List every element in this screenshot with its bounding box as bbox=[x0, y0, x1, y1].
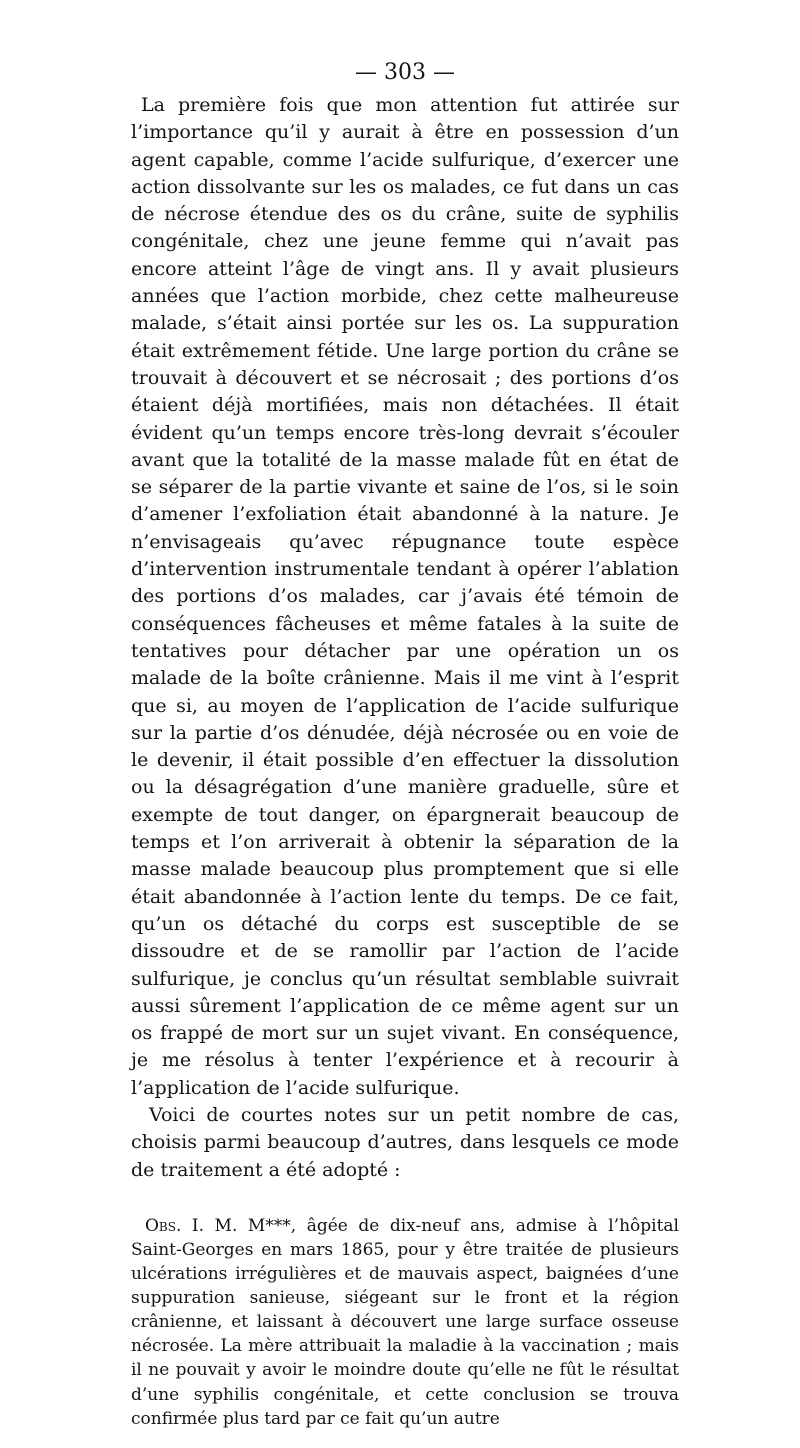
observation-label: Obs. I. bbox=[145, 1215, 205, 1236]
observation-paragraph bbox=[131, 1214, 679, 1431]
paragraph-acid-history: La première fois que mon attention fut attirée sur l’importance qu’il y aurait à être en possession d’un agent capable, comme l’acide sulfurique, d’exercer une action dissolvante sur les os malades, ce fut dans un cas de nécrose étendue des os du crâne, suite de syphilis congénitale, chez une jeune femme qui n’avait pas encore atteint l’âge de vingt ans. Il y avait plusieurs années que l’action morbide, chez cette malheureuse malade, s’était ainsi portée sur les os. La suppuration était extrêmement fétide. Une large portion du crâne se trouvait à découvert et se nécrosait ; des portions d’os étaient déjà mortifiées, mais non détachées. Il était évident qu’un temps encore très-long devrait s’écouler avant que la totalité de la masse malade fût en état de se séparer de la partie vivante et saine de l’os, si le soin d’amener l’exfoliation était abandonné à la nature. Je n’envisageais qu’avec répugnance toute espèce d’intervention instrumentale tendant à opérer l’ablation des portions d’os malades, car j’avais été témoin de conséquences fâcheuses et même fatales à la suite de tentatives pour détacher par une opération un os malade de la boîte crânienne. Mais il me vint à l’esprit que si, au moyen de l’application de l’acide sulfurique sur la partie d’os dénudée, déjà nécrosée ou en voie de le devenir, il était possible d’en effectuer la dissolution ou la désagrégation d’une manière graduelle, sûre et exempte de tout danger, on épargnerait beaucoup de temps et l’on arriverait à obtenir la séparation de la masse malade beaucoup plus promptement que si elle était abandonnée à l’action lente du temps. De ce fait, qu’un os détaché du corps est susceptible de se dissoudre et de se ramollir par l’action de l’acide sulfurique, je conclus qu’un résultat semblable suivrait aussi sûrement l’application de ce même agent sur un os frappé de mort sur un sujet vivant. En conséquence, je me résolus à tenter l’expérience et à recourir à l’application de l’acide sulfurique. bbox=[131, 94, 679, 1099]
page-number: — 303 — bbox=[355, 60, 455, 85]
observation-text: M. M***, âgée de dix-neuf ans, admise à l’hôpital Saint-Georges en mars 1865, pour y être traitée de plusieurs ulcérations irrégulières et de mauvais aspect, baignées d’une suppuration sanieuse, siégeant sur le front et la région crânienne, et laissant à découvert une large surface osseuse nécrosée. La mère attribuait la maladie à la vaccination ; mais il ne pouvait y avoir le moindre doute qu’elle ne fût le résultat d’une syphilis congénitale, et cette conclusion se trouva confirmée plus tard par ce fait qu’un autre bbox=[131, 1215, 679, 1429]
book-page bbox=[131, 58, 679, 1448]
paragraph-case-intro: Voici de courtes notes sur un petit nombre de cas, choisis parmi beaucoup d’autres, dans lesquels ce mode de traitement a été adopté : bbox=[131, 1103, 679, 1181]
